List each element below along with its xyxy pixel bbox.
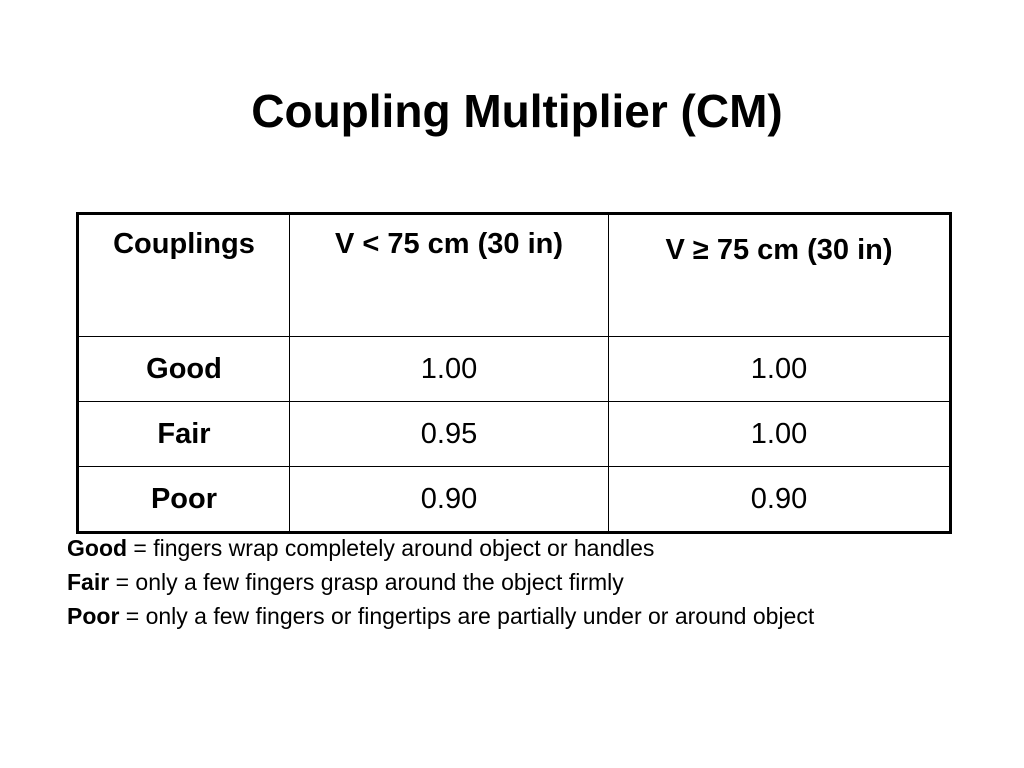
legend-definition-poor: = only a few fingers or fingertips are partially under or around object <box>119 603 815 629</box>
row-label-poor: Poor <box>78 467 290 533</box>
header-v-less-than-75: V < 75 cm (30 in) <box>290 214 609 337</box>
row-label-fair: Fair <box>78 402 290 467</box>
legend-term-poor: Poor <box>67 603 120 629</box>
legend-item-good <box>67 531 814 565</box>
legend-term-fair: Fair <box>67 569 110 595</box>
legend-definition-good: = fingers wrap completely around object or handles <box>127 535 655 561</box>
header-v-greater-equal-75: V ≥ 75 cm (30 in) <box>609 214 951 337</box>
row-label-good: Good <box>78 337 290 402</box>
table-row <box>78 467 951 533</box>
legend-term-good: Good <box>67 535 128 561</box>
cell-fair-v-greater: 1.00 <box>609 402 951 467</box>
legend-item-fair <box>67 565 814 599</box>
cell-poor-v-less: 0.90 <box>290 467 609 533</box>
legend-item-poor <box>67 599 814 633</box>
cell-good-v-greater: 1.00 <box>609 337 951 402</box>
table-row <box>78 337 951 402</box>
header-couplings: Couplings <box>78 214 290 337</box>
cell-fair-v-less: 0.95 <box>290 402 609 467</box>
cell-poor-v-greater: 0.90 <box>609 467 951 533</box>
legend-definition-fair: = only a few fingers grasp around the object firmly <box>109 569 624 595</box>
slide-title: Coupling Multiplier (CM) <box>251 85 783 137</box>
coupling-multiplier-table <box>76 212 952 534</box>
table-header-row <box>78 214 951 337</box>
table-row <box>78 402 951 467</box>
cell-good-v-less: 1.00 <box>290 337 609 402</box>
coupling-legend <box>67 531 814 633</box>
